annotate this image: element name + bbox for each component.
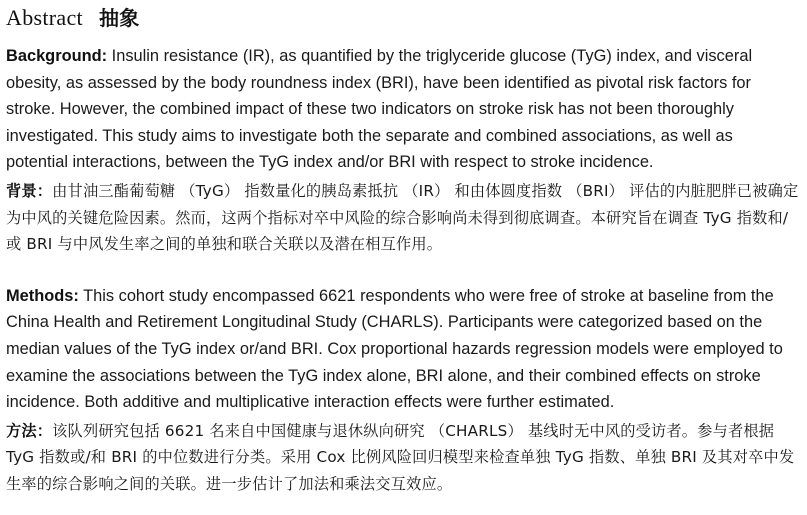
background-text: Insulin resistance (IR), as quantified by the triglyceride glucose (TyG) index, and visceral obesity, as assessed by the body roundness index (BRI), have been identified as pivotal risk factors for stroke. However, the combined impact of these two indicators on stroke risk has not been thoroughly investigated. This study aims to investigate both the separate and combined associations, as well as potential interactions, between the TyG index and/or BRI with respect to stroke incidence. xyxy=(6,47,753,172)
background-label: Background: xyxy=(6,47,108,65)
background-paragraph-zh xyxy=(6,178,799,258)
methods-text-zh: 该队列研究包括 6621 名来自中国健康与退休纵向研究 （CHARLS） 基线时无中风的受访者。参与者根据 TyG 指数或/和 BRI 的中位数进行分类。采用 Cox 比例风险回归模型来检查单独 TyG 指数、单独 BRI 及其对卒中发生率的综合影响之间的关联。进一步估计了加法和乘法交互效应。 xyxy=(6,421,795,493)
background-text-zh: 由甘油三酯葡萄糖 （TyG） 指数量化的胰岛素抵抗 （IR） 和由体圆度指数 （BRI） 评估的内脏肥胖已被确定为中风的关键危险因素。然而，这两个指标对卒中风险的综合影响尚未得到彻底调查。本研究旨在调查 TyG 指数和/或 BRI 与中风发生率之间的单独和联合关联以及潜在相互作用。 xyxy=(6,181,799,254)
methods-label: Methods: xyxy=(6,286,79,305)
methods-text: This cohort study encompassed 6621 respondents who were free of stroke at baseline from the China Health and Retirement Longitudinal Study (CHARLS). Participants were categorized based on the median values of the TyG index or/and BRI. Cox proportional hazards regression models were employed to examine the associations between the TyG index alone, BRI alone, and their combined effects on stroke incidence. Both additive and multiplicative interaction effects were further estimated. xyxy=(6,286,783,412)
abstract-heading-en: Abstract xyxy=(6,5,83,30)
background-paragraph-en xyxy=(6,43,799,176)
abstract-heading-zh: 抽象 xyxy=(98,6,140,30)
methods-label-zh: 方法： xyxy=(6,421,53,440)
methods-paragraph-zh xyxy=(6,418,799,498)
abstract-heading xyxy=(6,4,799,32)
background-label-zh: 背景： xyxy=(6,181,53,200)
methods-paragraph-en xyxy=(6,283,799,416)
